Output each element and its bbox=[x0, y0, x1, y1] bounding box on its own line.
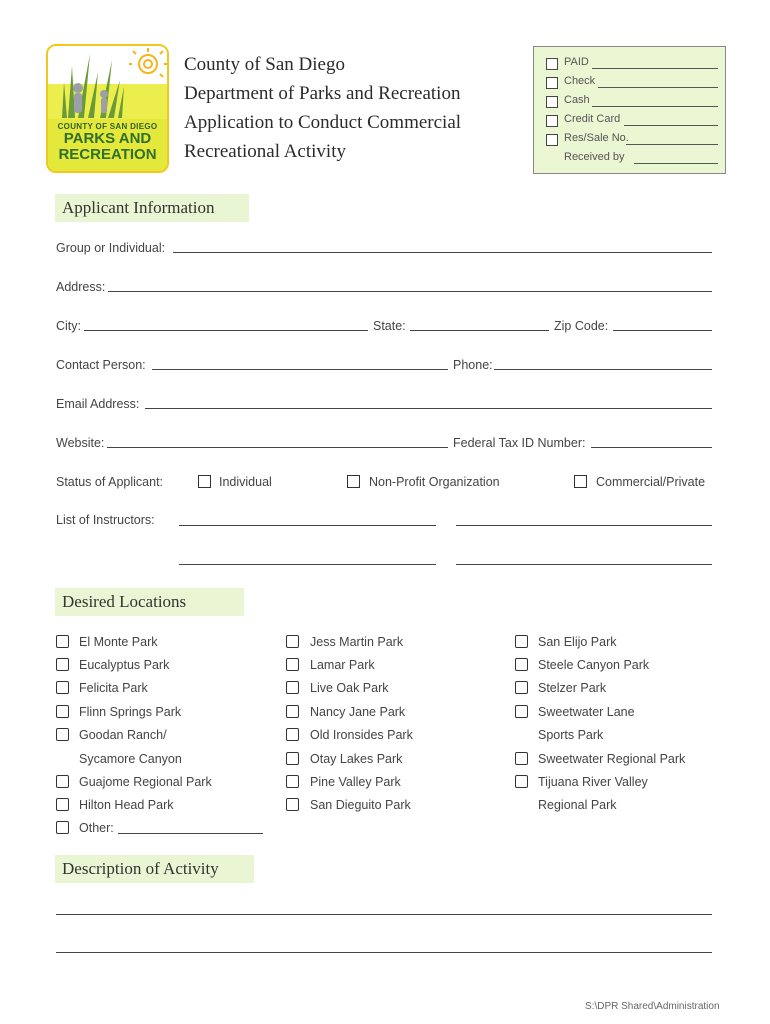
title-line-3: Application to Conduct Commercial bbox=[184, 112, 462, 133]
steele-canyon-label: Steele Canyon Park bbox=[538, 658, 650, 672]
contact-field[interactable] bbox=[152, 369, 448, 370]
title-line-2: Department of Parks and Recreation bbox=[184, 83, 461, 104]
zip-field[interactable] bbox=[613, 330, 712, 331]
stelzer-checkbox[interactable] bbox=[515, 681, 528, 694]
other-checkbox[interactable] bbox=[56, 821, 69, 834]
felicita-label: Felicita Park bbox=[79, 681, 148, 695]
taxid-field[interactable] bbox=[591, 447, 712, 448]
otay-lakes-checkbox[interactable] bbox=[286, 752, 299, 765]
website-field[interactable] bbox=[107, 447, 448, 448]
locations-heading: Desired Locations bbox=[55, 588, 244, 616]
otay-lakes-label: Otay Lakes Park bbox=[310, 752, 403, 766]
live-oak-label: Live Oak Park bbox=[310, 681, 389, 695]
el-monte-label: El Monte Park bbox=[79, 635, 158, 649]
logo-text-parks: PARKS AND bbox=[63, 130, 152, 147]
parks-logo bbox=[46, 44, 167, 171]
tijuana-river-checkbox[interactable] bbox=[515, 775, 528, 788]
address-label: Address: bbox=[56, 280, 106, 294]
city-field[interactable] bbox=[84, 330, 368, 331]
grass-icon bbox=[62, 54, 124, 118]
status-nonprofit-label: Non-Profit Organization bbox=[369, 475, 500, 489]
flinn-springs-label: Flinn Springs Park bbox=[79, 705, 182, 719]
cash-checkbox[interactable] bbox=[546, 96, 558, 108]
logo-text-recreation: RECREATION bbox=[58, 146, 157, 163]
description-heading: Description of Activity bbox=[55, 855, 254, 883]
sun-icon bbox=[48, 46, 167, 126]
el-monte-checkbox[interactable] bbox=[56, 635, 69, 648]
other-label: Other: bbox=[79, 821, 114, 835]
jess-martin-checkbox[interactable] bbox=[286, 635, 299, 648]
jess-martin-label: Jess Martin Park bbox=[310, 635, 404, 649]
guajome-label: Guajome Regional Park bbox=[79, 775, 212, 789]
tijuana-river-label: Tijuana River Valley bbox=[538, 775, 648, 789]
email-label: Email Address: bbox=[56, 397, 140, 411]
credit-card-line[interactable] bbox=[624, 125, 718, 126]
description-line-1[interactable] bbox=[56, 914, 712, 915]
san-elijo-checkbox[interactable] bbox=[515, 635, 528, 648]
applicant-heading: Applicant Information bbox=[55, 194, 249, 222]
pine-valley-label: Pine Valley Park bbox=[310, 775, 401, 789]
phone-field[interactable] bbox=[494, 369, 712, 370]
other-field[interactable] bbox=[118, 833, 263, 834]
instructor-field-1[interactable] bbox=[179, 525, 436, 526]
paid-checkbox[interactable] bbox=[546, 58, 558, 70]
logo-text-county: COUNTY OF SAN DIEGO bbox=[57, 122, 158, 131]
regional-park-label: Regional Park bbox=[538, 798, 617, 812]
live-oak-checkbox[interactable] bbox=[286, 681, 299, 694]
phone-label: Phone: bbox=[453, 358, 493, 372]
nancy-jane-checkbox[interactable] bbox=[286, 705, 299, 718]
nancy-jane-label: Nancy Jane Park bbox=[310, 705, 406, 719]
felicita-checkbox[interactable] bbox=[56, 681, 69, 694]
guajome-checkbox[interactable] bbox=[56, 775, 69, 788]
city-label: City: bbox=[56, 319, 81, 333]
sweetwater-lane-label: Sweetwater Lane bbox=[538, 705, 635, 719]
check-label: Check bbox=[564, 75, 596, 87]
status-individual-checkbox[interactable] bbox=[198, 475, 211, 488]
title-line-1: County of San Diego bbox=[184, 54, 345, 75]
san-dieguito-checkbox[interactable] bbox=[286, 798, 299, 811]
status-label: Status of Applicant: bbox=[56, 475, 164, 489]
goodan-ranch-checkbox[interactable] bbox=[56, 728, 69, 741]
san-dieguito-label: San Dieguito Park bbox=[310, 798, 411, 812]
taxid-label: Federal Tax ID Number: bbox=[453, 436, 586, 450]
lamar-checkbox[interactable] bbox=[286, 658, 299, 671]
received-by-line[interactable] bbox=[634, 163, 718, 164]
sweetwater-regional-checkbox[interactable] bbox=[515, 752, 528, 765]
received-by-label: Received by bbox=[564, 151, 625, 163]
eucalyptus-label: Eucalyptus Park bbox=[79, 658, 170, 672]
credit-card-checkbox[interactable] bbox=[546, 115, 558, 127]
status-commercial-label: Commercial/Private bbox=[596, 475, 706, 489]
goodan-ranch-label: Goodan Ranch/ bbox=[79, 728, 167, 742]
old-ironsides-checkbox[interactable] bbox=[286, 728, 299, 741]
group-label: Group or Individual: bbox=[56, 241, 166, 255]
res-sale-checkbox[interactable] bbox=[546, 134, 558, 146]
paid-line[interactable] bbox=[592, 68, 718, 69]
instructor-field-2[interactable] bbox=[456, 525, 712, 526]
pine-valley-checkbox[interactable] bbox=[286, 775, 299, 788]
website-label: Website: bbox=[56, 436, 105, 450]
san-elijo-label: San Elijo Park bbox=[538, 635, 617, 649]
credit-card-label: Credit Card bbox=[564, 113, 621, 125]
status-commercial-checkbox[interactable] bbox=[574, 475, 587, 488]
group-field[interactable] bbox=[173, 252, 712, 253]
cash-line[interactable] bbox=[592, 106, 718, 107]
status-individual-label: Individual bbox=[219, 475, 272, 489]
eucalyptus-checkbox[interactable] bbox=[56, 658, 69, 671]
check-line[interactable] bbox=[598, 87, 718, 88]
flinn-springs-checkbox[interactable] bbox=[56, 705, 69, 718]
instructor-field-3[interactable] bbox=[179, 564, 436, 565]
instructors-label: List of Instructors: bbox=[56, 513, 155, 527]
paid-label: PAID bbox=[564, 56, 589, 68]
sycamore-canyon-label: Sycamore Canyon bbox=[79, 752, 182, 766]
instructor-field-4[interactable] bbox=[456, 564, 712, 565]
lamar-label: Lamar Park bbox=[310, 658, 375, 672]
res-sale-line[interactable] bbox=[626, 144, 718, 145]
email-field[interactable] bbox=[145, 408, 712, 409]
state-label: State: bbox=[373, 319, 406, 333]
sweetwater-lane-checkbox[interactable] bbox=[515, 705, 528, 718]
res-sale-label: Res/Sale No. bbox=[564, 132, 629, 144]
steele-canyon-checkbox[interactable] bbox=[515, 658, 528, 671]
cash-label: Cash bbox=[564, 94, 590, 106]
state-field[interactable] bbox=[410, 330, 549, 331]
contact-label: Contact Person: bbox=[56, 358, 146, 372]
hilton-head-checkbox[interactable] bbox=[56, 798, 69, 811]
check-checkbox[interactable] bbox=[546, 77, 558, 89]
old-ironsides-label: Old Ironsides Park bbox=[310, 728, 413, 742]
sweetwater-regional-label: Sweetwater Regional Park bbox=[538, 752, 686, 766]
hilton-head-label: Hilton Head Park bbox=[79, 798, 174, 812]
address-field[interactable] bbox=[108, 291, 712, 292]
zip-label: Zip Code: bbox=[554, 319, 609, 333]
sports-park-label: Sports Park bbox=[538, 728, 604, 742]
description-line-2[interactable] bbox=[56, 952, 712, 953]
status-nonprofit-checkbox[interactable] bbox=[347, 475, 360, 488]
footer-path: S:\DPR Shared\Administration bbox=[585, 1001, 720, 1012]
stelzer-label: Stelzer Park bbox=[538, 681, 607, 695]
office-use-box bbox=[533, 46, 726, 174]
title-line-4: Recreational Activity bbox=[184, 141, 346, 162]
